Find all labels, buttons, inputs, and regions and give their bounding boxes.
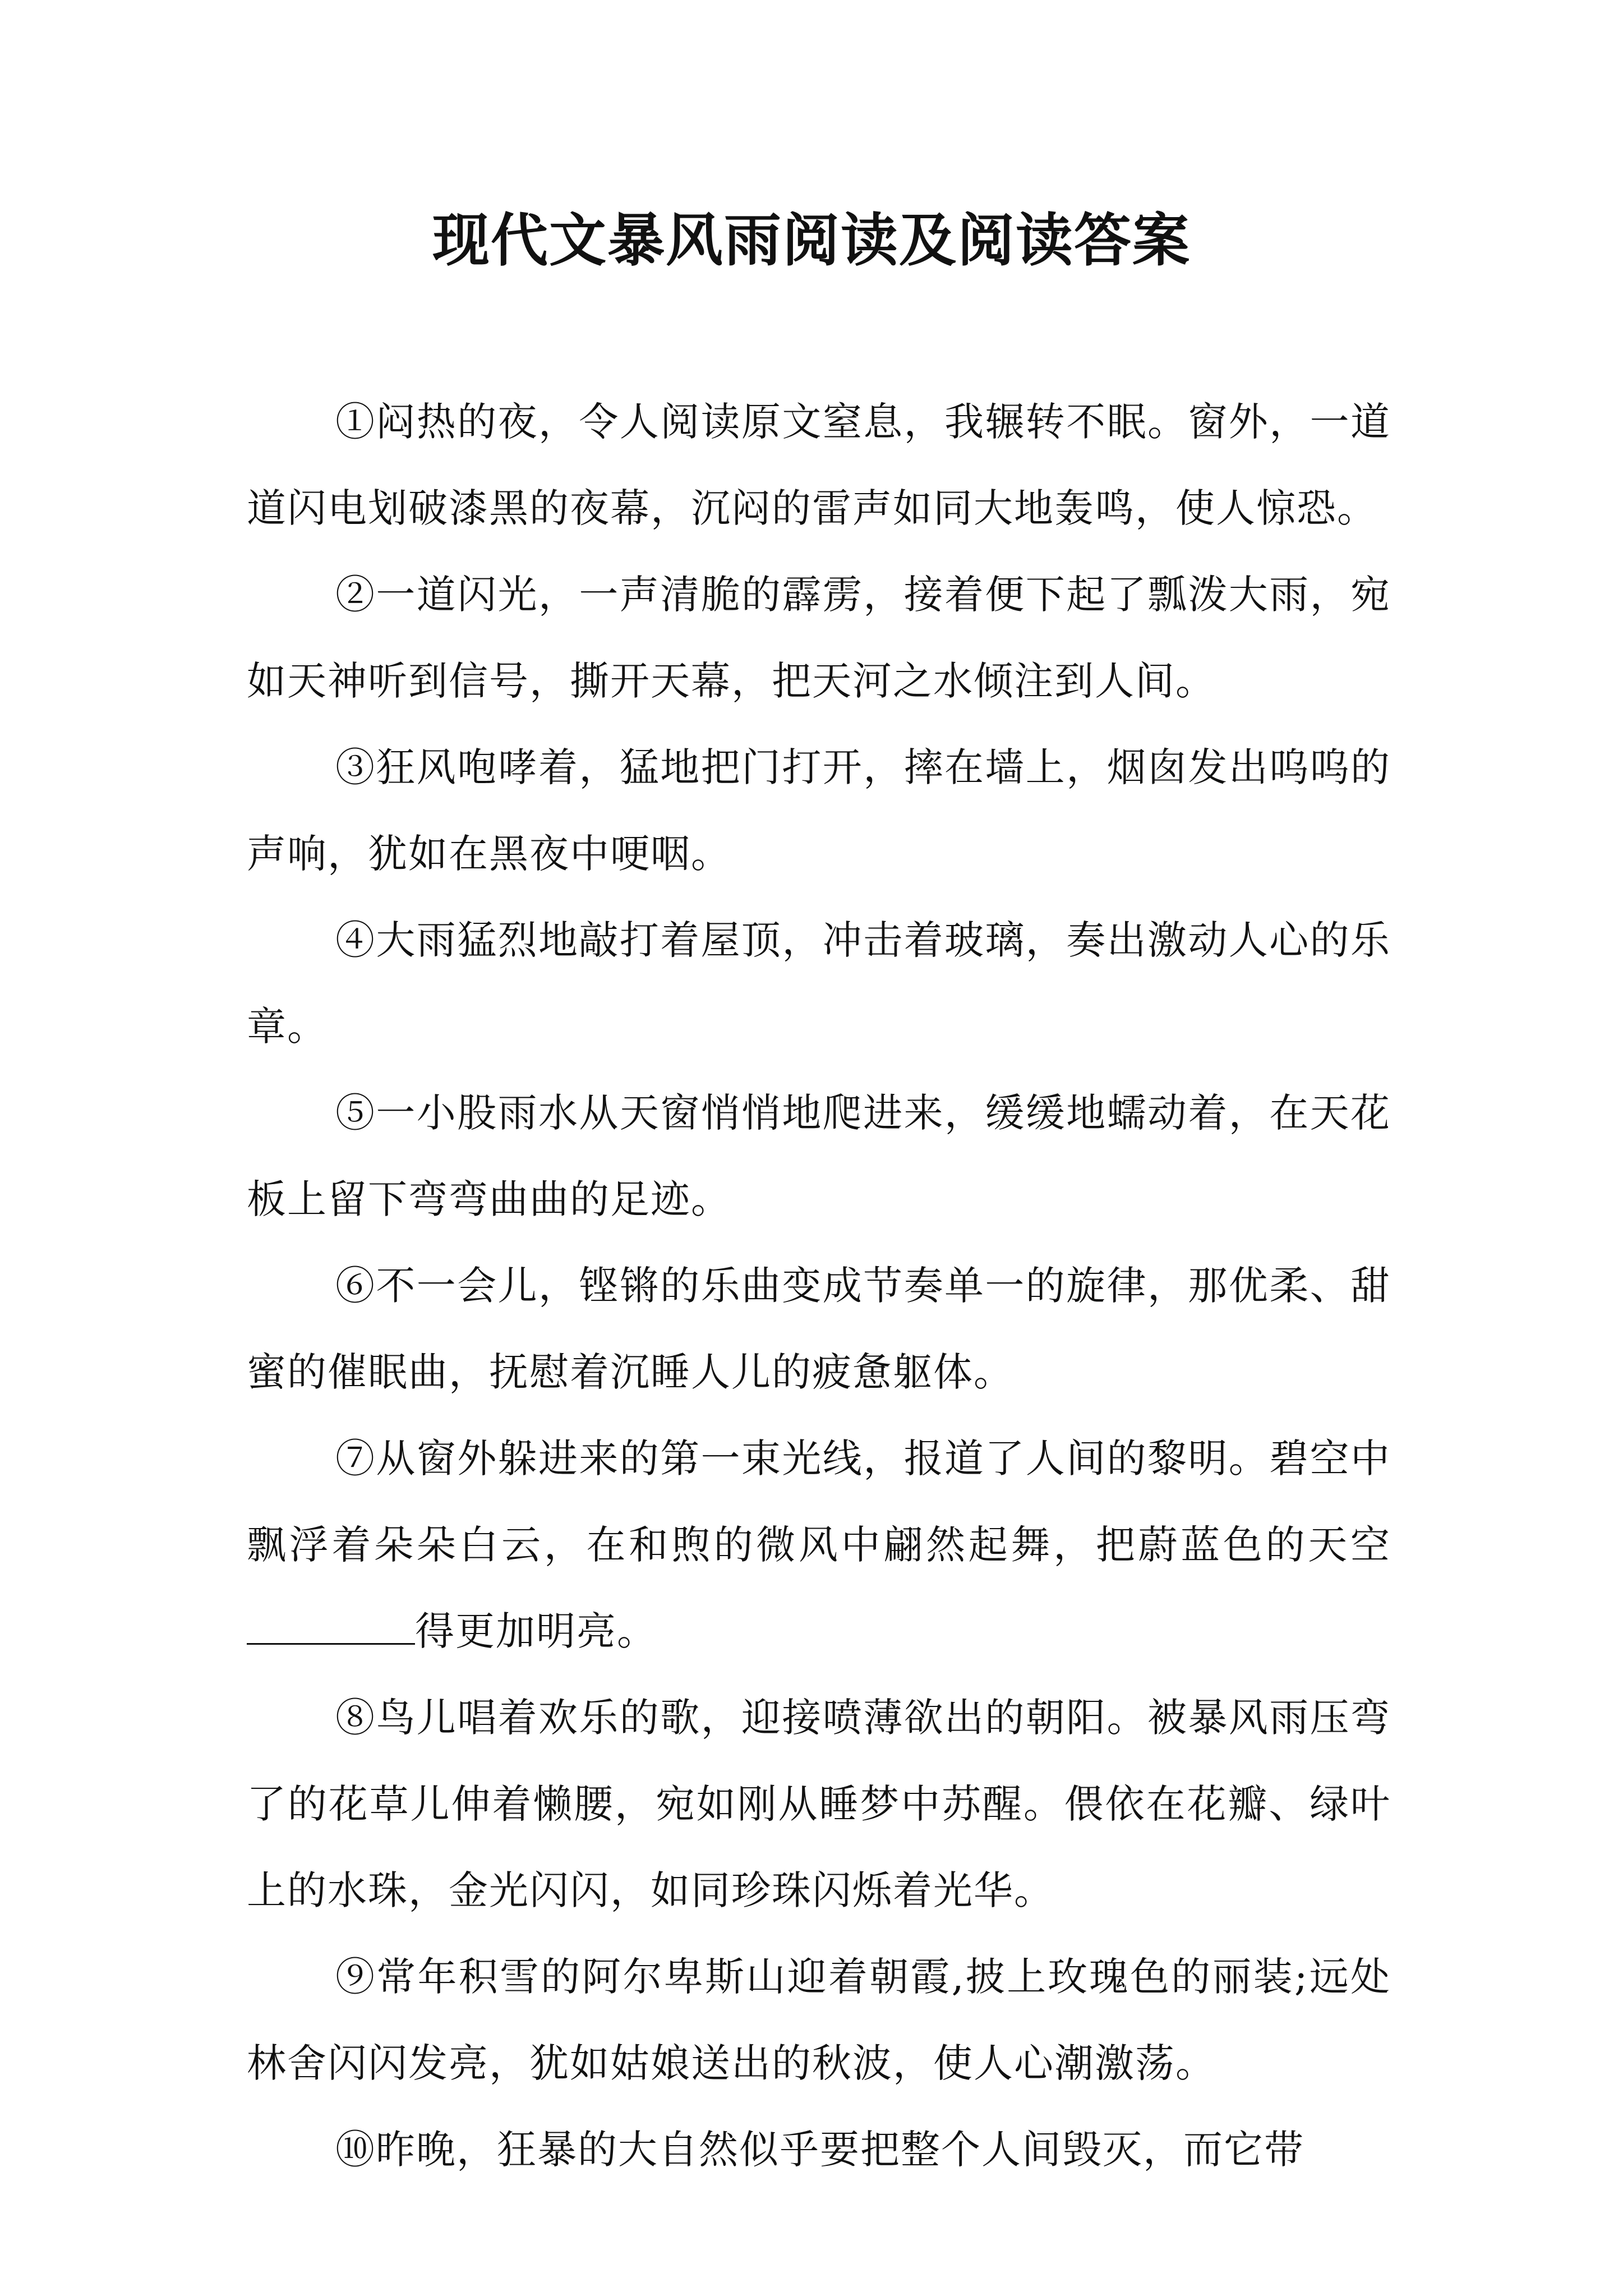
paragraph-7-text-after: 得更加明亮。 [415,1608,657,1654]
paragraph-9: ⑨常年积雪的阿尔卑斯山迎着朝霞,披上玫瑰色的丽装;远处林舍闪闪发亮，犹如姑娘送出的秋波，使人心潮激荡。 [247,1954,1391,2086]
document-title: 现代文暴风雨阅读及阅读答案 [432,208,1191,274]
paragraph-10: ⑩昨晚，狂暴的大自然似乎要把整个人间毁灭，而它带 [335,2127,1304,2173]
paragraph-2: ②一道闪光，一声清脆的霹雳，接着便下起了瓢泼大雨，宛如天神听到信号，撕开天幕，把天河之水倾注到人间。 [247,572,1391,704]
paragraph-8: ⑧鸟儿唱着欢乐的歌，迎接喷薄欲出的朝阳。被暴风雨压弯了的花草儿伸着懒腰，宛如刚从睡梦中苏醒。偎依在花瓣、绿叶上的水珠，金光闪闪，如同珍珠闪烁着光华。 [247,1695,1391,1913]
paragraph-7-text-before: ⑦从窗外躲进来的第一束光线，报道了人间的黎明。碧空中飘浮着朵朵白云，在和煦的微风中翩然起舞，把蔚蓝色的天空 [247,1435,1391,1568]
paragraph-1: ①闷热的夜，令人阅读原文窒息，我辗转不眠。窗外，一道道闪电划破漆黑的夜幕，沉闷的雷声如同大地轰鸣，使人惊恐。 [247,399,1391,531]
paragraph-6: ⑥不一会儿，铿锵的乐曲变成节奏单一的旋律，那优柔、甜蜜的催眠曲，抚慰着沉睡人儿的疲惫躯体。 [247,1263,1391,1395]
paragraph-4: ④大雨猛烈地敲打着屋顶，冲击着玻璃，奏出激动人心的乐章。 [247,917,1391,1050]
article-body [247,379,1391,2193]
paragraph-7 [247,1415,1391,1674]
fill-in-blank [247,1639,415,1645]
paragraph-3: ③狂风咆哮着，猛地把门打开，摔在墙上，烟囱发出呜呜的声响，犹如在黑夜中哽咽。 [247,744,1391,877]
paragraph-5: ⑤一小股雨水从天窗悄悄地爬进来，缓缓地蠕动着，在天花板上留下弯弯曲曲的足迹。 [247,1090,1391,1222]
